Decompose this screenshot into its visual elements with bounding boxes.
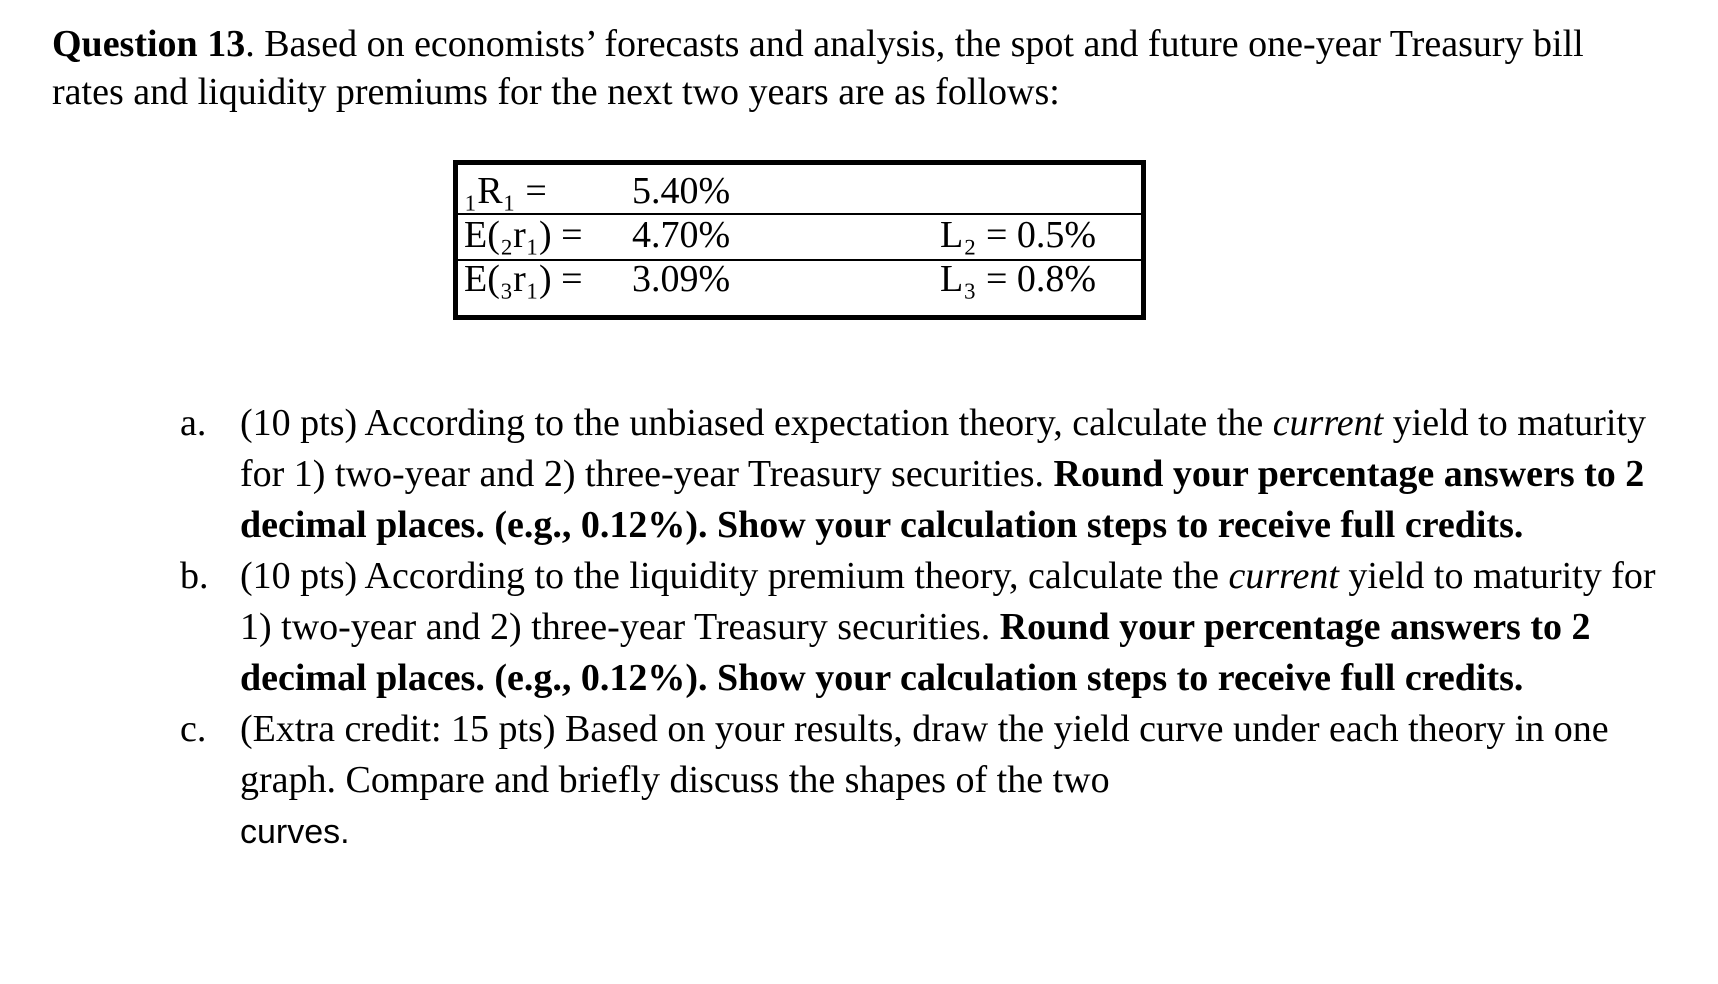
item-a-text-1: (10 pts) According to the unbiased expectation theory, calculate the [240,402,1273,444]
table-row [458,170,1141,215]
item-c-text-1: (Extra credit: 15 pts) Based on your results, draw the yield curve under each theory in one graph. Compare and briefly discuss the shapes of the two [240,708,1609,801]
item-b-italic: current [1228,555,1339,597]
table-row [458,215,1141,261]
item-a-text-2: yield to maturity for 1) two-year and 2) three-year Treasury securities. [240,402,1646,495]
forward-rate-3-label: E(₃r₁) = [464,258,583,300]
sub-questions [180,398,1670,858]
liquidity-premium-2: L₂ = 0.5% [940,214,1097,256]
item-marker: c. [180,708,207,750]
item-marker: a. [180,402,207,444]
forward-rate-3-value: 3.09% [632,258,731,300]
question-intro-text: . Based on economists’ forecasts and analysis, the spot and future one-year Treasury bill rates and liquidity premiums for the next two years are as follows: [52,23,1584,113]
item-b-text-1: (10 pts) According to the liquidity premium theory, calculate the [240,555,1229,597]
item-marker: b. [180,555,209,597]
question-intro [52,20,1652,116]
question-label: Question 13 [52,23,246,65]
spot-rate-value: 5.40% [632,170,731,212]
item-a-italic: current [1272,402,1384,444]
item-c-text-2: curves. [240,813,350,851]
spot-rate-label: ₁R₁ = [464,170,547,212]
given-rates-table [453,160,1146,320]
item-b-bold: Round your percentage answers to 2 decimal places. (e.g., 0.12%). Show your calculation steps to receive full credits. [240,606,1591,699]
liquidity-premium-3: L₃ = 0.8% [940,258,1097,300]
table-row [458,258,1141,309]
sub-question-b [180,551,1670,704]
item-a-bold: Round your percentage answers to 2 decimal places. (e.g., 0.12%). Show your calculation steps to receive full credits. [240,453,1645,546]
forward-rate-2-value: 4.70% [632,214,731,256]
forward-rate-2-label: E(₂r₁) = [464,214,583,256]
item-b-text-2: yield to maturity for 1) two-year and 2) three-year Treasury securities. [240,555,1656,648]
sub-question-c [180,704,1670,858]
sub-question-a [180,398,1670,551]
